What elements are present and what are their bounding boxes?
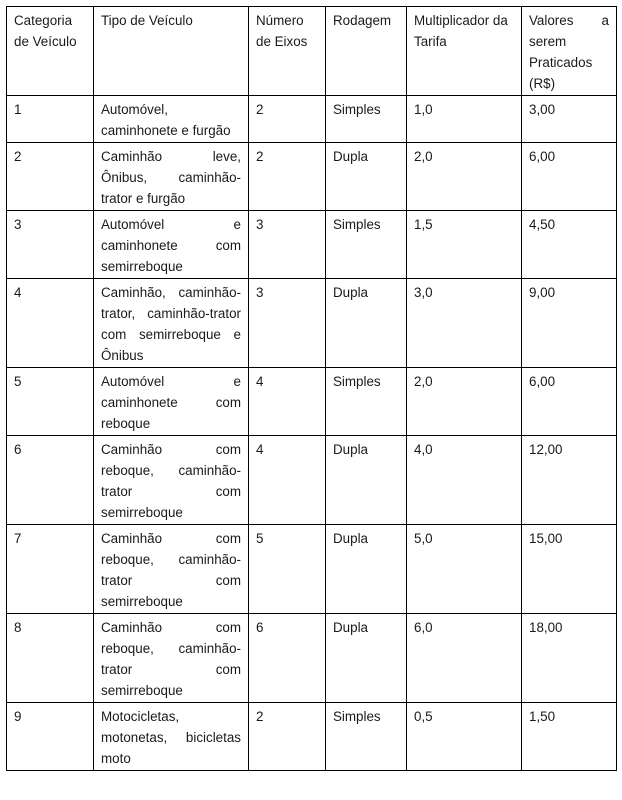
cell-multiplicador: 1,5 [407, 211, 522, 279]
cell-categoria: 6 [7, 436, 94, 525]
cell-eixos: 3 [249, 279, 326, 368]
header-multiplicador: Multiplicador da Tarifa [407, 7, 522, 96]
cell-rodagem: Simples [326, 96, 407, 143]
cell-categoria: 1 [7, 96, 94, 143]
cell-valor: 12,00 [522, 436, 617, 525]
cell-categoria: 8 [7, 614, 94, 703]
header-valores: Valores a serem Praticados (R$) [522, 7, 617, 96]
cell-tipo: Caminhão com reboque, caminhão-trator com semirreboque [94, 614, 249, 703]
header-tipo: Tipo de Veículo [94, 7, 249, 96]
cell-valor: 4,50 [522, 211, 617, 279]
cell-rodagem: Dupla [326, 614, 407, 703]
cell-multiplicador: 2,0 [407, 368, 522, 436]
cell-categoria: 7 [7, 525, 94, 614]
cell-multiplicador: 4,0 [407, 436, 522, 525]
cell-rodagem: Dupla [326, 525, 407, 614]
cell-tipo: Automóvel, caminhonete e furgão [94, 96, 249, 143]
cell-tipo: Caminhão leve, Ônibus, caminhão-trator e furgão [94, 143, 249, 211]
cell-categoria: 4 [7, 279, 94, 368]
table-row [7, 211, 617, 279]
cell-rodagem: Dupla [326, 436, 407, 525]
cell-multiplicador: 3,0 [407, 279, 522, 368]
cell-eixos: 2 [249, 143, 326, 211]
cell-categoria: 9 [7, 703, 94, 771]
header-categoria: Categoria de Veículo [7, 7, 94, 96]
cell-multiplicador: 0,5 [407, 703, 522, 771]
cell-categoria: 5 [7, 368, 94, 436]
cell-rodagem: Dupla [326, 279, 407, 368]
cell-multiplicador: 5,0 [407, 525, 522, 614]
cell-multiplicador: 6,0 [407, 614, 522, 703]
cell-multiplicador: 2,0 [407, 143, 522, 211]
cell-rodagem: Dupla [326, 143, 407, 211]
cell-tipo: Motocicletas, motonetas, bicicletas moto [94, 703, 249, 771]
tariff-table [6, 6, 617, 771]
table-row [7, 703, 617, 771]
cell-valor: 6,00 [522, 368, 617, 436]
cell-tipo: Automóvel e caminhonete com reboque [94, 368, 249, 436]
tariff-table-body [7, 7, 617, 771]
cell-categoria: 3 [7, 211, 94, 279]
cell-eixos: 4 [249, 368, 326, 436]
cell-eixos: 2 [249, 703, 326, 771]
table-row [7, 96, 617, 143]
cell-eixos: 6 [249, 614, 326, 703]
cell-categoria: 2 [7, 143, 94, 211]
cell-eixos: 5 [249, 525, 326, 614]
table-row [7, 368, 617, 436]
cell-rodagem: Simples [326, 368, 407, 436]
cell-rodagem: Simples [326, 211, 407, 279]
cell-valor: 1,50 [522, 703, 617, 771]
table-row [7, 279, 617, 368]
table-row [7, 614, 617, 703]
cell-valor: 9,00 [522, 279, 617, 368]
header-eixos: Número de Eixos [249, 7, 326, 96]
cell-tipo: Caminhão com reboque, caminhão-trator com semirreboque [94, 525, 249, 614]
cell-tipo: Automóvel e caminhonete com semirreboque [94, 211, 249, 279]
cell-valor: 3,00 [522, 96, 617, 143]
header-rodagem: Rodagem [326, 7, 407, 96]
table-row [7, 525, 617, 614]
cell-rodagem: Simples [326, 703, 407, 771]
cell-eixos: 2 [249, 96, 326, 143]
header-row [7, 7, 617, 96]
cell-eixos: 3 [249, 211, 326, 279]
cell-multiplicador: 1,0 [407, 96, 522, 143]
cell-valor: 18,00 [522, 614, 617, 703]
cell-valor: 15,00 [522, 525, 617, 614]
cell-tipo: Caminhão, caminhão-trator, caminhão-trator com semirreboque e Ônibus [94, 279, 249, 368]
cell-tipo: Caminhão com reboque, caminhão-trator com semirreboque [94, 436, 249, 525]
table-row [7, 436, 617, 525]
cell-eixos: 4 [249, 436, 326, 525]
cell-valor: 6,00 [522, 143, 617, 211]
table-row [7, 143, 617, 211]
